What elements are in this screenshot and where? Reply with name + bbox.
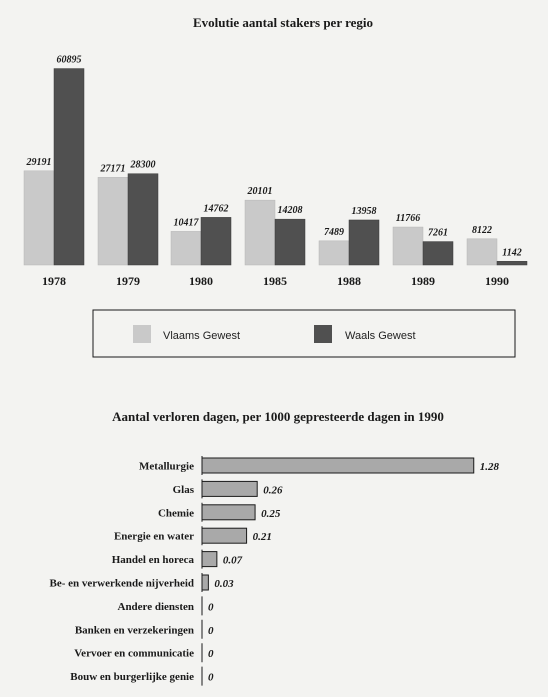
category-label-vervoer-en-communicatie: Vervoer en communicatie xyxy=(74,647,194,660)
bar-vlaams-1988 xyxy=(319,241,349,265)
value-label-vlaams-1985: 20101 xyxy=(247,186,273,198)
hbar-energie-en-water xyxy=(202,528,247,543)
legend-swatch-waals xyxy=(314,325,332,343)
verloren-dagen-title: Aantal verloren dagen, per 1000 gepresteerde dagen in 1990 xyxy=(112,409,444,424)
category-label-be-en-verwerkende-nijverheid: Be- en verwerkende nijverheid xyxy=(49,577,194,590)
value-label-glas: 0.26 xyxy=(263,484,283,497)
bar-waals-1988 xyxy=(349,220,379,265)
stakers-legend xyxy=(93,310,515,357)
category-label-handel-en-horeca: Handel en horeca xyxy=(111,554,194,567)
value-label-metallurgie: 1.28 xyxy=(479,461,500,473)
hbar-be-en-verwerkende-nijverheid xyxy=(202,575,208,590)
stakers-bars xyxy=(24,55,527,288)
legend-label-vlaams: Vlaams Gewest xyxy=(163,330,241,342)
value-label-vlaams-1980: 10417 xyxy=(173,217,199,229)
category-label-glas: Glas xyxy=(172,483,194,496)
x-tick-1989: 1989 xyxy=(411,274,435,288)
value-label-chemie: 0.25 xyxy=(261,507,281,520)
x-tick-1979: 1979 xyxy=(116,274,140,288)
verloren-dagen-bars xyxy=(50,456,500,686)
bar-waals-1980 xyxy=(201,217,231,265)
bar-vlaams-1980 xyxy=(171,231,201,265)
value-label-vlaams-1989: 11766 xyxy=(395,213,421,225)
value-label-waals-1985: 14208 xyxy=(277,205,303,217)
category-label-bouw-en-burgerlijke-genie: Bouw en burgerlijke genie xyxy=(70,671,194,684)
value-label-waals-1989: 7261 xyxy=(428,227,448,239)
value-label-waals-1990: 1142 xyxy=(502,247,522,259)
value-label-waals-1978: 60895 xyxy=(56,54,82,66)
bar-vlaams-1979 xyxy=(98,177,128,265)
category-label-chemie: Chemie xyxy=(157,507,194,520)
legend-box xyxy=(93,310,515,357)
value-label-handel-en-horeca: 0.07 xyxy=(222,554,243,567)
hbar-metallurgie xyxy=(202,458,474,473)
value-label-vlaams-1988: 7489 xyxy=(324,226,344,238)
stakers-chart-title: Evolutie aantal stakers per regio xyxy=(192,15,374,30)
value-label-vervoer-en-communicatie: 0 xyxy=(208,648,214,661)
value-label-be-en-verwerkende-nijverheid: 0.03 xyxy=(214,578,234,590)
legend-swatch-vlaams xyxy=(133,325,151,343)
x-tick-1985: 1985 xyxy=(263,274,287,288)
x-tick-1978: 1978 xyxy=(42,274,66,288)
legend-label-waals: Waals Gewest xyxy=(345,330,416,342)
bar-waals-1990 xyxy=(497,261,527,265)
hbar-handel-en-horeca xyxy=(202,552,217,567)
bar-waals-1989 xyxy=(423,242,453,265)
bar-vlaams-1990 xyxy=(467,239,497,265)
bar-waals-1979 xyxy=(128,174,158,265)
category-label-banken-en-verzekeringen: Banken en verzekeringen xyxy=(74,624,194,637)
hbar-chemie xyxy=(202,505,255,520)
value-label-banken-en-verzekeringen: 0 xyxy=(208,624,214,637)
value-label-energie-en-water: 0.21 xyxy=(252,531,272,544)
value-label-waals-1979: 28300 xyxy=(130,159,156,171)
category-label-energie-en-water: Energie en water xyxy=(113,530,194,543)
bar-waals-1985 xyxy=(275,219,305,265)
value-label-bouw-en-burgerlijke-genie: 0 xyxy=(208,671,214,684)
x-tick-1990: 1990 xyxy=(485,274,509,288)
bar-waals-1978 xyxy=(54,69,84,265)
category-label-andere-diensten: Andere diensten xyxy=(117,600,194,613)
value-label-waals-1980: 14762 xyxy=(203,203,229,215)
x-tick-1988: 1988 xyxy=(337,274,361,288)
category-label-metallurgie: Metallurgie xyxy=(139,460,194,473)
bar-vlaams-1989 xyxy=(393,227,423,265)
value-label-andere-diensten: 0 xyxy=(208,601,214,614)
x-tick-1980: 1980 xyxy=(189,274,213,288)
value-label-waals-1988: 13958 xyxy=(351,205,377,217)
value-label-vlaams-1979: 27171 xyxy=(100,163,126,175)
hbar-glas xyxy=(202,481,257,496)
bar-vlaams-1978 xyxy=(24,171,54,265)
bar-vlaams-1985 xyxy=(245,200,275,265)
value-label-vlaams-1978: 29191 xyxy=(26,156,52,168)
value-label-vlaams-1990: 8122 xyxy=(472,224,492,236)
